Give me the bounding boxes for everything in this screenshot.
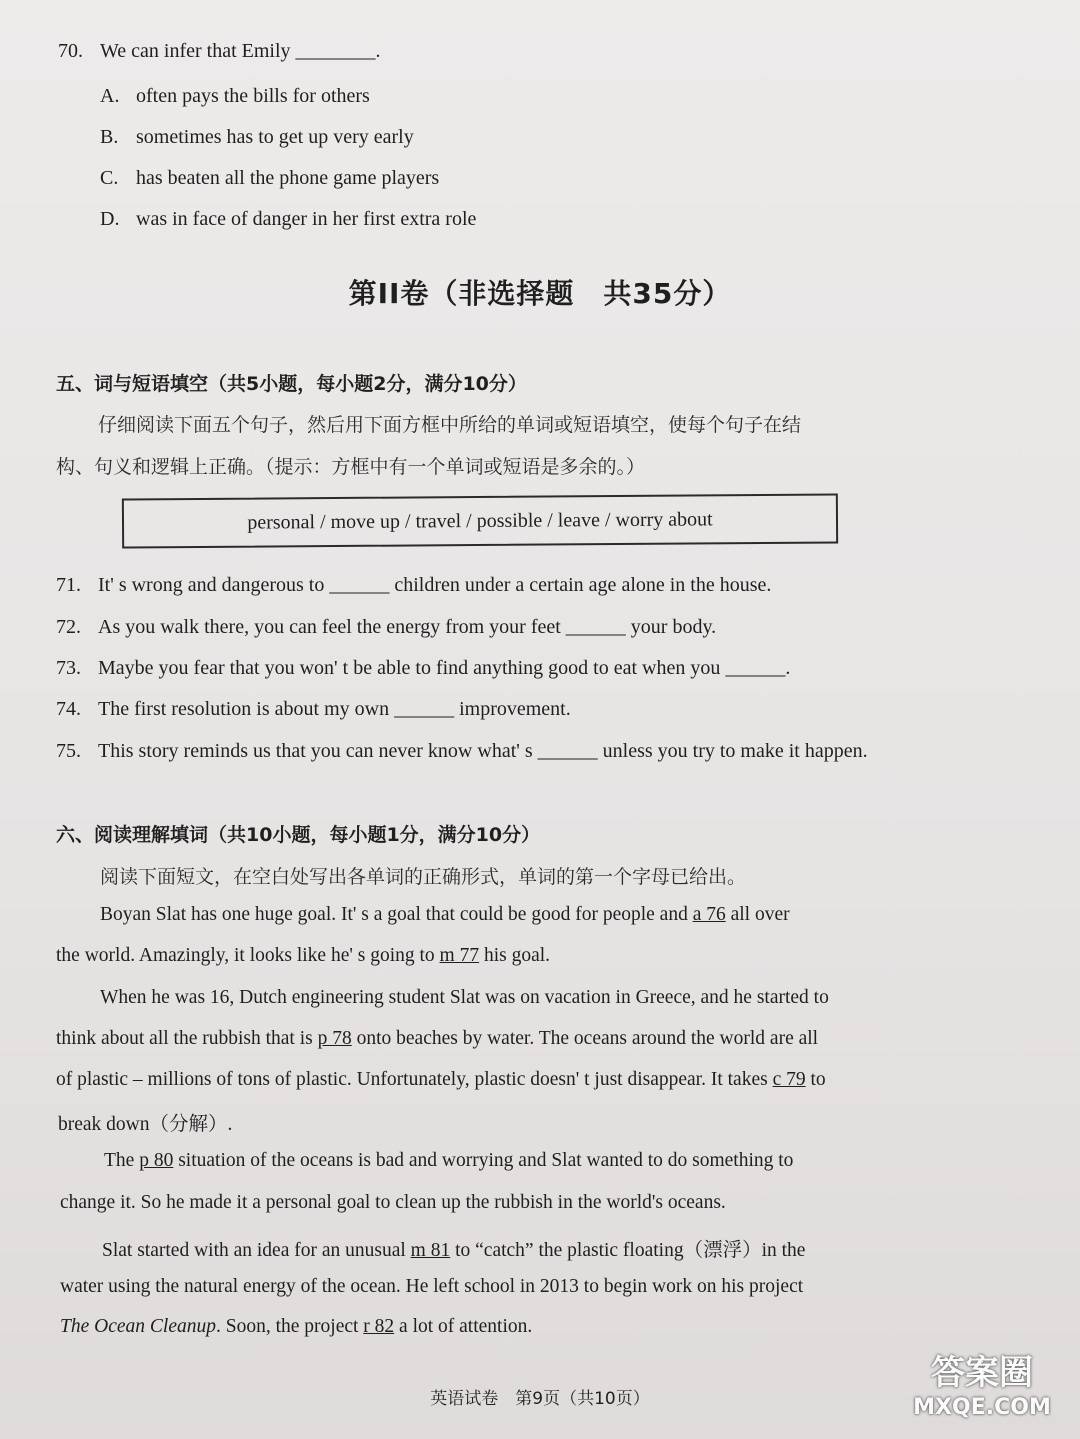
- option-text: sometimes has to get up very early: [136, 126, 414, 148]
- watermark-text: 答案圈: [931, 1353, 1033, 1393]
- option-letter: D.: [100, 208, 120, 230]
- passage-line: When he was 16, Dutch engineering student Slat was on vacation in Greece, and he started to: [100, 987, 829, 1008]
- word-bank-box: [122, 494, 838, 549]
- passage-text: the world. Amazingly, it looks like he' s going to: [56, 945, 440, 966]
- section5-instruction-line2: 构、句义和逻辑上正确。（提示：方框中有一个单词或短语是多余的。）: [56, 456, 646, 478]
- blank-76: a 76: [692, 904, 726, 925]
- passage-text: to “catch” the plastic floating（漂浮）in the: [450, 1240, 806, 1261]
- passage-line: break down（分解）.: [58, 1114, 233, 1135]
- question-stem: We can infer that Emily ________.: [100, 40, 381, 62]
- passage-line: [56, 1069, 826, 1091]
- question-number: 75.: [56, 740, 81, 762]
- question-72: [56, 616, 716, 639]
- passage-line: water using the natural energy of the ocean. He left school in 2013 to begin work on his project: [60, 1276, 804, 1297]
- blank-79: c 79: [772, 1069, 806, 1090]
- passage-text: Slat started with an idea for an unusual: [102, 1240, 411, 1261]
- passage-line: [60, 1316, 532, 1338]
- question-text: Maybe you fear that you won' t be able to find anything good to eat when you ______.: [98, 657, 791, 679]
- passage-text: onto beaches by water. The oceans around the world are all: [351, 1028, 819, 1049]
- question-number: 73.: [56, 657, 81, 679]
- option-letter: A.: [100, 85, 120, 107]
- question-75: [56, 740, 868, 763]
- passage-line: [56, 945, 550, 967]
- question-number: 71.: [56, 574, 81, 596]
- passage-text: to: [805, 1069, 826, 1090]
- passage-text: think about all the rubbish that is: [56, 1028, 318, 1049]
- blank-78: p 78: [317, 1028, 352, 1049]
- watermark-url: MXQE.COM: [913, 1395, 1051, 1420]
- passage-line: change it. So he made it a personal goal to clean up the rubbish in the world's oceans.: [60, 1192, 726, 1213]
- passage-line: [100, 904, 790, 926]
- section6-instruction: 阅读下面短文，在空白处写出各单词的正确形式，单词的第一个字母已给出。: [100, 866, 747, 888]
- passage-text: of plastic – millions of tons of plastic. Unfortunately, plastic doesn' t just disappear. It takes: [56, 1069, 773, 1090]
- passage-text: all over: [725, 904, 790, 925]
- passage-line: [104, 1150, 793, 1172]
- blank-82: r 82: [363, 1316, 395, 1337]
- question-70: [58, 40, 381, 63]
- question-number: 70.: [58, 40, 83, 62]
- question-text: As you walk there, you can feel the energy from your feet ______ your body.: [98, 616, 717, 638]
- question-text: It' s wrong and dangerous to ______ children under a certain age alone in the house.: [98, 574, 772, 596]
- option-a: [100, 82, 476, 123]
- question-74: [56, 698, 571, 721]
- section5-instruction-line1: 仔细阅读下面五个句子，然后用下面方框中所给的单词或短语填空，使每个句子在结: [98, 414, 802, 436]
- section6-heading: 六、阅读理解填词（共10小题，每小题1分，满分10分）: [56, 824, 541, 846]
- part2-title: 第II卷（非选择题 共35分）: [348, 277, 732, 310]
- question-number: 74.: [56, 698, 81, 720]
- question-71: [56, 574, 771, 597]
- project-title: The Ocean Cleanup: [60, 1316, 216, 1337]
- blank-80: p 80: [139, 1150, 174, 1171]
- word-bank-text: personal / move up / travel / possible / leave / worry about: [247, 507, 713, 534]
- passage-line: [56, 1028, 818, 1050]
- option-b: [100, 123, 476, 164]
- option-letter: B.: [100, 126, 119, 148]
- passage-text: his goal.: [479, 945, 551, 966]
- option-c: [100, 164, 476, 205]
- passage-text: The: [104, 1150, 140, 1171]
- question-73: [56, 657, 790, 680]
- question-text: This story reminds us that you can never know what' s ______ unless you try to make it happen.: [98, 740, 868, 762]
- section5-heading: 五、词与短语填空（共5小题，每小题2分，满分10分）: [56, 373, 527, 395]
- passage-text: . Soon, the project: [215, 1316, 364, 1337]
- question-70-options: [100, 82, 476, 246]
- page-footer: 英语试卷 第9页（共10页）: [430, 1389, 650, 1409]
- question-text: The first resolution is about my own ______ improvement.: [98, 698, 571, 720]
- passage-line: [102, 1234, 805, 1262]
- option-letter: C.: [100, 167, 119, 189]
- option-text: was in face of danger in her first extra role: [136, 208, 477, 230]
- blank-77: m 77: [439, 945, 480, 966]
- option-d: [100, 205, 476, 246]
- option-text: often pays the bills for others: [136, 85, 370, 107]
- passage-text: situation of the oceans is bad and worrying and Slat wanted to do something to: [173, 1150, 794, 1171]
- watermark-logo: [898, 1352, 1066, 1434]
- passage-text: Boyan Slat has one huge goal. It' s a goal that could be good for people and: [100, 904, 693, 925]
- passage-text: a lot of attention.: [394, 1316, 533, 1337]
- question-number: 72.: [56, 616, 81, 638]
- blank-81: m 81: [410, 1240, 451, 1261]
- option-text: has beaten all the phone game players: [136, 167, 440, 189]
